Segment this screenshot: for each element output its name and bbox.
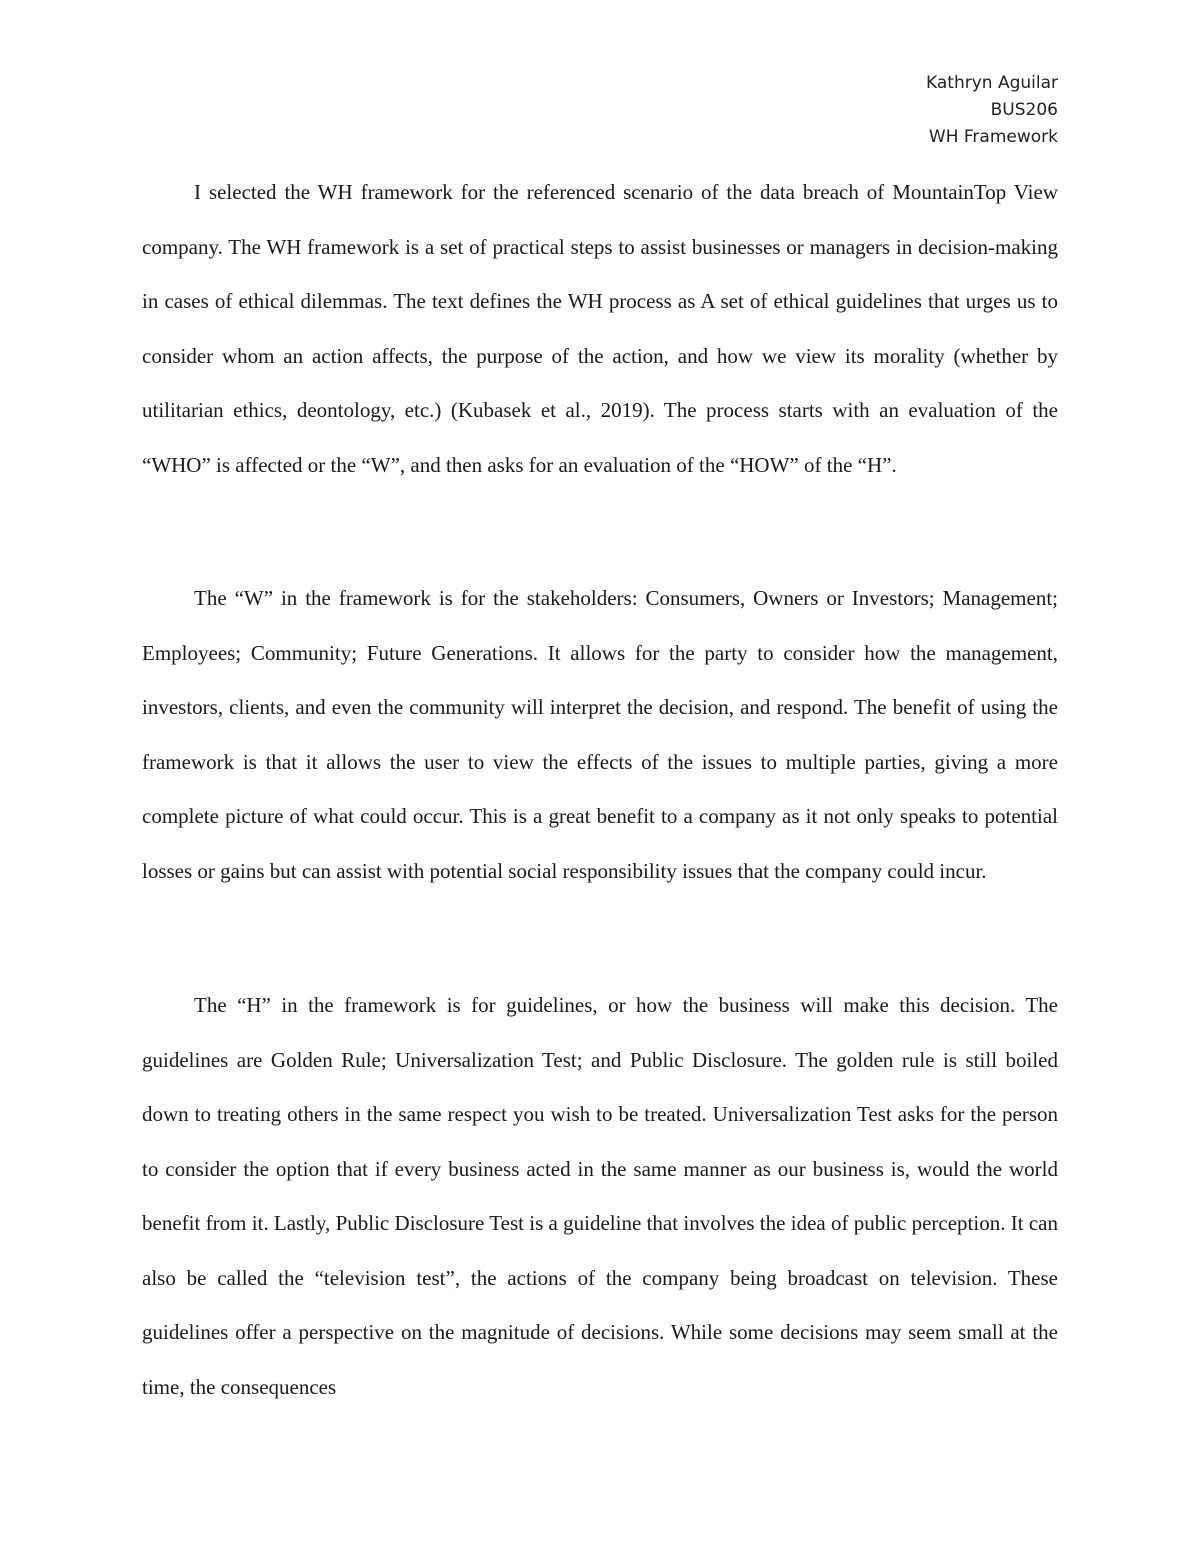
document-title: WH Framework (928, 127, 1058, 147)
author-name: Kathryn Aguilar (926, 73, 1058, 93)
course-code: BUS206 (990, 100, 1058, 120)
paragraph-text: The “W” in the framework is for the stakeholders: Consumers, Owners or Investors; Management; Employees; Community; Future Generations. It allows for the party to consider how the management, investors, clients, and even the community will interpret the decision, and respond. The benefit of using the framework is that it allows the user to view the effects of the issues to multiple parties, giving a more complete picture of what could occur. This is a great benefit to a company as it not only speaks to potential losses or gains but can assist with potential social responsibility issues that the company could incur. (142, 586, 1058, 883)
paragraph-text: The “H” in the framework is for guidelines, or how the business will make this decision. The guidelines are Golden Rule; Universalization Test; and Public Disclosure. The golden rule is still boiled down to treating others in the same respect you wish to be treated. Universalization Test asks for the person to consider the option that if every business acted in the same manner as our business is, would the world benefit from it. Lastly, Public Disclosure Test is a guideline that involves the idea of public perception. It can also be called the “television test”, the actions of the company being broadcast on television. These guidelines offer a perspective on the magnitude of decisions. While some decisions may seem small at the time, the consequences (142, 993, 1058, 1399)
paragraph-h-guidelines (142, 978, 1058, 1414)
paragraph-intro (142, 165, 1058, 492)
document-header (926, 70, 1058, 151)
paragraph-w-stakeholders (142, 571, 1058, 898)
paragraph-text: I selected the WH framework for the referenced scenario of the data breach of MountainTop View company. The WH framework is a set of practical steps to assist businesses or managers in decision-making in cases of ethical dilemmas. The text defines the WH process as A set of ethical guidelines that urges us to consider whom an action affects, the purpose of the action, and how we view its morality (whether by utilitarian ethics, deontology, etc.) (Kubasek et al., 2019). The process starts with an evaluation of the “WHO” is affected or the “W”, and then asks for an evaluation of the “HOW” of the “H”. (142, 180, 1058, 477)
